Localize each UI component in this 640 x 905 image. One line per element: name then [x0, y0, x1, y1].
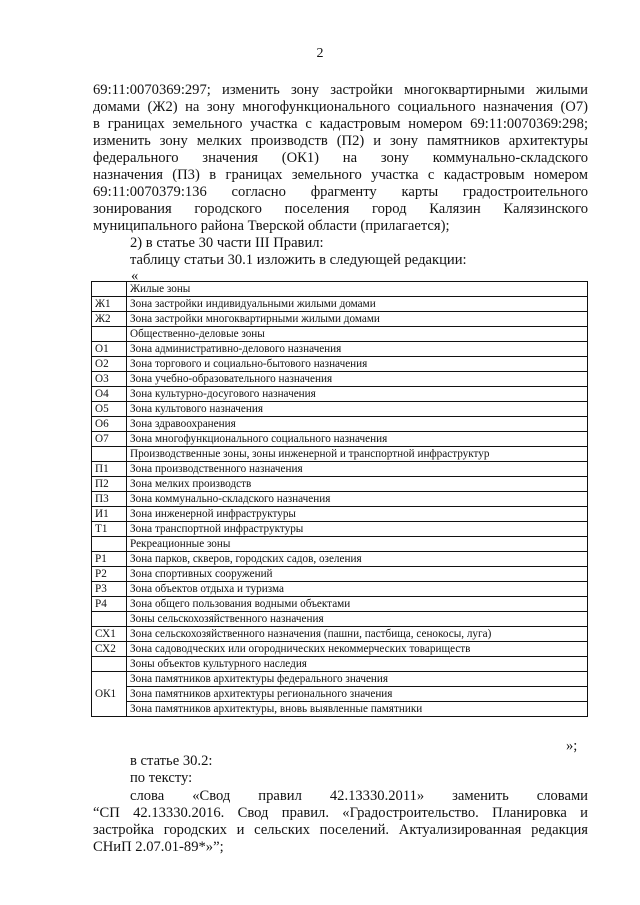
zone-code: ОК1 [92, 672, 127, 717]
word: 42.13330.2011» [329, 788, 425, 804]
zone-code [92, 657, 127, 672]
zone-code: Р2 [92, 567, 127, 582]
table-row [92, 522, 588, 537]
zone-code [92, 612, 127, 627]
replacement-line: СНиП 2.07.01-89*»”; [93, 839, 224, 855]
paragraph-line: домами (Ж2) на зону многофункционального социального назначения (О7) [93, 99, 588, 115]
table-row [92, 702, 588, 717]
table-row [92, 387, 588, 402]
replacement-line: “СП 42.13330.2016. Свод правил. «Градостроительство. Планировка и [93, 805, 588, 821]
zone-name: Зона культового назначения [127, 402, 588, 417]
table-row [92, 657, 588, 672]
table-row [92, 312, 588, 327]
zone-name: Зона сельскохозяйственного назначения (пашни, пастбища, сенокосы, луга) [127, 627, 588, 642]
zone-code [92, 327, 127, 342]
zone-name: Зона учебно-образовательного назначения [127, 372, 588, 387]
zone-code [92, 537, 127, 552]
zone-name: Зона застройки индивидуальными жилыми домами [127, 297, 588, 312]
zone-name: Зона многофункционального социального назначения [127, 432, 588, 447]
word: заменить [452, 788, 509, 804]
paragraph-line: зонирования городского поселения город Калязин Калязинского [93, 201, 588, 217]
by-text: по тексту: [130, 770, 193, 786]
zone-code: Р4 [92, 597, 127, 612]
zone-name: Зона торгового и социально-бытового назначения [127, 357, 588, 372]
zone-code: Т1 [92, 522, 127, 537]
zone-name: Зона застройки многоквартирными жилыми домами [127, 312, 588, 327]
zone-code: СХ2 [92, 642, 127, 657]
zone-name: Зона парков, скверов, городских садов, озеления [127, 552, 588, 567]
zone-code: Р1 [92, 552, 127, 567]
table-row [92, 477, 588, 492]
paragraph-line: назначения (П3) в границах земельного участка с кадастровым номером [93, 167, 588, 183]
table-row [92, 537, 588, 552]
table-row [92, 327, 588, 342]
zone-category: Зоны объектов культурного наследия [127, 657, 588, 672]
paragraph-line: 69:11:0070369:297; изменить зону застройки многоквартирными жилыми [93, 82, 588, 98]
table-row [92, 492, 588, 507]
zone-name: Зона инженерной инфраструктуры [127, 507, 588, 522]
zone-category: Рекреационные зоны [127, 537, 588, 552]
zone-name: Зона коммунально-складского назначения [127, 492, 588, 507]
table-row [92, 507, 588, 522]
paragraph-line: 69:11:0070379:136 согласно фрагменту карты градостроительного [93, 184, 588, 200]
zone-name: Зона садоводческих или огороднических некоммерческих товариществ [127, 642, 588, 657]
paragraph-line: федерального значения (ОК1) на зону коммунально-складского [93, 150, 588, 166]
table-row [92, 282, 588, 297]
table-row [92, 297, 588, 312]
zone-code: П3 [92, 492, 127, 507]
table-row [92, 342, 588, 357]
zone-code: СХ1 [92, 627, 127, 642]
article-30-2: в статье 30.2: [130, 753, 213, 769]
zone-name: Зона общего пользования водными объектами [127, 597, 588, 612]
table-row [92, 552, 588, 567]
table-row [92, 372, 588, 387]
zone-code: Ж2 [92, 312, 127, 327]
paragraph-line: в границах земельного участка с кадастровым номером 69:11:0070369:298; [93, 116, 588, 132]
zone-category: Производственные зоны, зоны инженерной и транспортной инфраструктур [127, 447, 588, 462]
zone-code [92, 447, 127, 462]
zones-table [91, 281, 588, 717]
table-row [92, 402, 588, 417]
zone-name: Зона производственного назначения [127, 462, 588, 477]
zone-code: П1 [92, 462, 127, 477]
zone-name: Зона транспортной инфраструктуры [127, 522, 588, 537]
zone-name: Зона спортивных сооружений [127, 567, 588, 582]
word: слова [130, 788, 165, 804]
zone-category: Жилые зоны [127, 282, 588, 297]
table-row [92, 597, 588, 612]
table-row [92, 612, 588, 627]
table-row [92, 432, 588, 447]
zone-code: О3 [92, 372, 127, 387]
zone-category: Общественно-деловые зоны [127, 327, 588, 342]
zone-code: О4 [92, 387, 127, 402]
zone-code: О5 [92, 402, 127, 417]
zone-name: Зона памятников архитектуры, вновь выявленные памятники [127, 702, 588, 717]
table-row [92, 417, 588, 432]
word: словами [536, 788, 588, 804]
zone-name: Зона объектов отдыха и туризма [127, 582, 588, 597]
zone-code: О6 [92, 417, 127, 432]
zone-code: П2 [92, 477, 127, 492]
zone-code: И1 [92, 507, 127, 522]
zone-code: Р3 [92, 582, 127, 597]
zone-code: О1 [92, 342, 127, 357]
table-row [92, 672, 588, 687]
table-row [92, 687, 588, 702]
zone-name: Зона мелких производств [127, 477, 588, 492]
zone-code: О2 [92, 357, 127, 372]
table-row [92, 567, 588, 582]
replacement-line: застройка городских и сельских поселений. Актуализированная редакция [93, 822, 588, 838]
close-quote: »; [566, 738, 578, 754]
zone-name: Зона памятников архитектуры регионального значения [127, 687, 588, 702]
zone-name: Зона административно-делового назначения [127, 342, 588, 357]
table-row [92, 627, 588, 642]
table-row [92, 642, 588, 657]
page-number: 2 [316, 46, 324, 61]
zone-name: Зона памятников архитектуры федерального значения [127, 672, 588, 687]
zone-code: Ж1 [92, 297, 127, 312]
table-row [92, 462, 588, 477]
zone-code [92, 282, 127, 297]
zone-code: О7 [92, 432, 127, 447]
paragraph-line: муниципального района Тверской области (прилагается); [93, 218, 450, 234]
item-2: 2) в статье 30 части III Правил: [130, 235, 324, 251]
word: правил [258, 788, 302, 804]
open-quote: « [131, 268, 139, 284]
zone-name: Зона культурно-досугового назначения [127, 387, 588, 402]
zone-name: Зона здравоохранения [127, 417, 588, 432]
table-row [92, 447, 588, 462]
table-row [92, 357, 588, 372]
table-row [92, 582, 588, 597]
table-intro: таблицу статьи 30.1 изложить в следующей редакции: [130, 252, 467, 268]
zone-category: Зоны сельскохозяйственного назначения [127, 612, 588, 627]
word: «Свод [192, 788, 231, 804]
paragraph-line: изменить зону мелких производств (П2) и зону памятников архитектуры [93, 133, 588, 149]
words-line [130, 788, 588, 805]
